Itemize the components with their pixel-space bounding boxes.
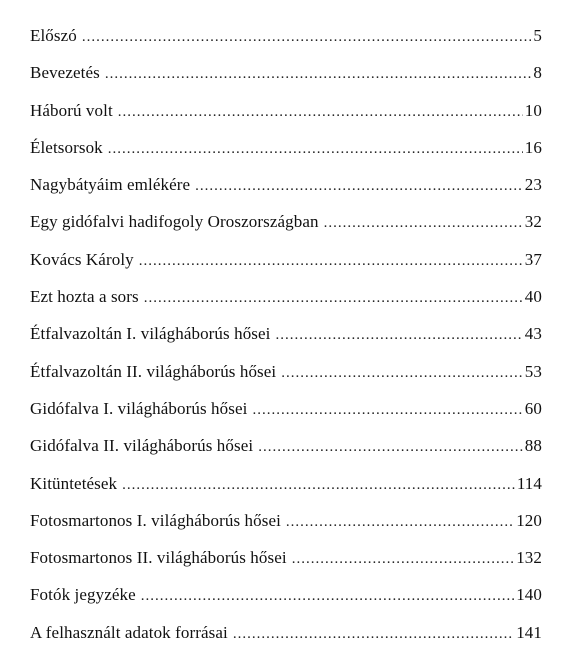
toc-dot-leader xyxy=(286,514,514,531)
toc-dot-leader xyxy=(139,253,523,270)
toc-dot-leader xyxy=(118,104,523,121)
toc-entry-title: Fotók jegyzéke xyxy=(30,585,136,605)
toc-entry-page: 132 xyxy=(516,548,542,568)
toc-entry xyxy=(30,623,542,660)
toc-entry-page: 23 xyxy=(524,175,542,195)
toc-dot-leader xyxy=(82,29,532,46)
toc-entry-title: Bevezetés xyxy=(30,63,100,83)
toc-entry xyxy=(30,324,542,361)
toc-dot-leader xyxy=(233,626,514,643)
toc-entry-page: 88 xyxy=(524,436,542,456)
toc-entry-page: 5 xyxy=(533,26,542,45)
toc-entry-title: Fotosmartonos I. világháborús hősei xyxy=(30,510,281,530)
toc-entry xyxy=(30,548,542,585)
toc-entry-page: 120 xyxy=(516,510,542,530)
toc-dot-leader xyxy=(122,477,515,494)
toc-entry xyxy=(30,585,542,622)
toc-dot-leader xyxy=(195,178,523,195)
toc-entry-title: Nagybátyáim emlékére xyxy=(30,175,191,195)
toc-dot-leader xyxy=(141,588,514,605)
toc-entry-page: 60 xyxy=(524,398,542,418)
toc-entry-page: 114 xyxy=(516,473,542,493)
toc-entry xyxy=(30,101,542,138)
toc-dot-leader xyxy=(281,365,523,382)
toc-entry xyxy=(30,175,542,212)
toc-entry xyxy=(30,138,542,175)
toc-entry-title: A felhasznált adatok forrásai xyxy=(30,622,228,642)
toc-entry-title: Háború volt xyxy=(30,100,113,120)
toc-dot-leader xyxy=(292,551,515,568)
toc-entry-page: 37 xyxy=(524,249,542,269)
toc-entry-page: 43 xyxy=(524,324,542,344)
toc-entry xyxy=(30,362,542,399)
toc-entry xyxy=(30,399,542,436)
toc-dot-leader xyxy=(108,141,523,158)
toc-entry-page: 141 xyxy=(516,622,542,642)
toc-entry xyxy=(30,436,542,473)
toc-entry-title: Egy gidófalvi hadifogoly Oroszországban xyxy=(30,212,319,232)
toc-entry xyxy=(30,511,542,548)
toc-dot-leader xyxy=(324,215,523,232)
toc-entry xyxy=(30,474,542,511)
toc-dot-leader xyxy=(252,402,522,419)
toc-entry-page: 16 xyxy=(524,137,542,157)
toc-entry-page: 53 xyxy=(524,361,542,381)
toc-dot-leader xyxy=(105,66,532,83)
toc-entry xyxy=(30,287,542,324)
toc-entry-title: Ezt hozta a sors xyxy=(30,287,139,307)
toc-entry-page: 140 xyxy=(516,585,542,605)
toc-entry-page: 8 xyxy=(533,63,542,83)
toc-dot-leader xyxy=(144,290,523,307)
toc-entry-page: 32 xyxy=(524,212,542,232)
toc-entry-title: Gidófalva I. világháborús hősei xyxy=(30,398,248,418)
toc-entry xyxy=(30,250,542,287)
toc-entry-page: 40 xyxy=(524,287,542,307)
toc-dot-leader xyxy=(275,327,522,344)
toc-entry-title: Fotosmartonos II. világháborús hősei xyxy=(30,548,287,568)
toc-entry xyxy=(30,63,542,100)
toc-entry-title: Előszó xyxy=(30,26,77,45)
toc-entry-title: Kovács Károly xyxy=(30,249,134,269)
toc-entry-page: 10 xyxy=(524,100,542,120)
toc-entry-title: Életsorsok xyxy=(30,137,103,157)
toc-entry-title: Étfalvazoltán II. világháborús hősei xyxy=(30,361,277,381)
toc-entry-title: Gidófalva II. világháborús hősei xyxy=(30,436,254,456)
toc-entry xyxy=(30,26,542,63)
toc-entry xyxy=(30,212,542,249)
table-of-contents xyxy=(30,26,542,660)
toc-dot-leader xyxy=(258,439,523,456)
toc-entry-title: Étfalvazoltán I. világháborús hősei xyxy=(30,324,271,344)
toc-entry-title: Kitüntetések xyxy=(30,473,118,493)
